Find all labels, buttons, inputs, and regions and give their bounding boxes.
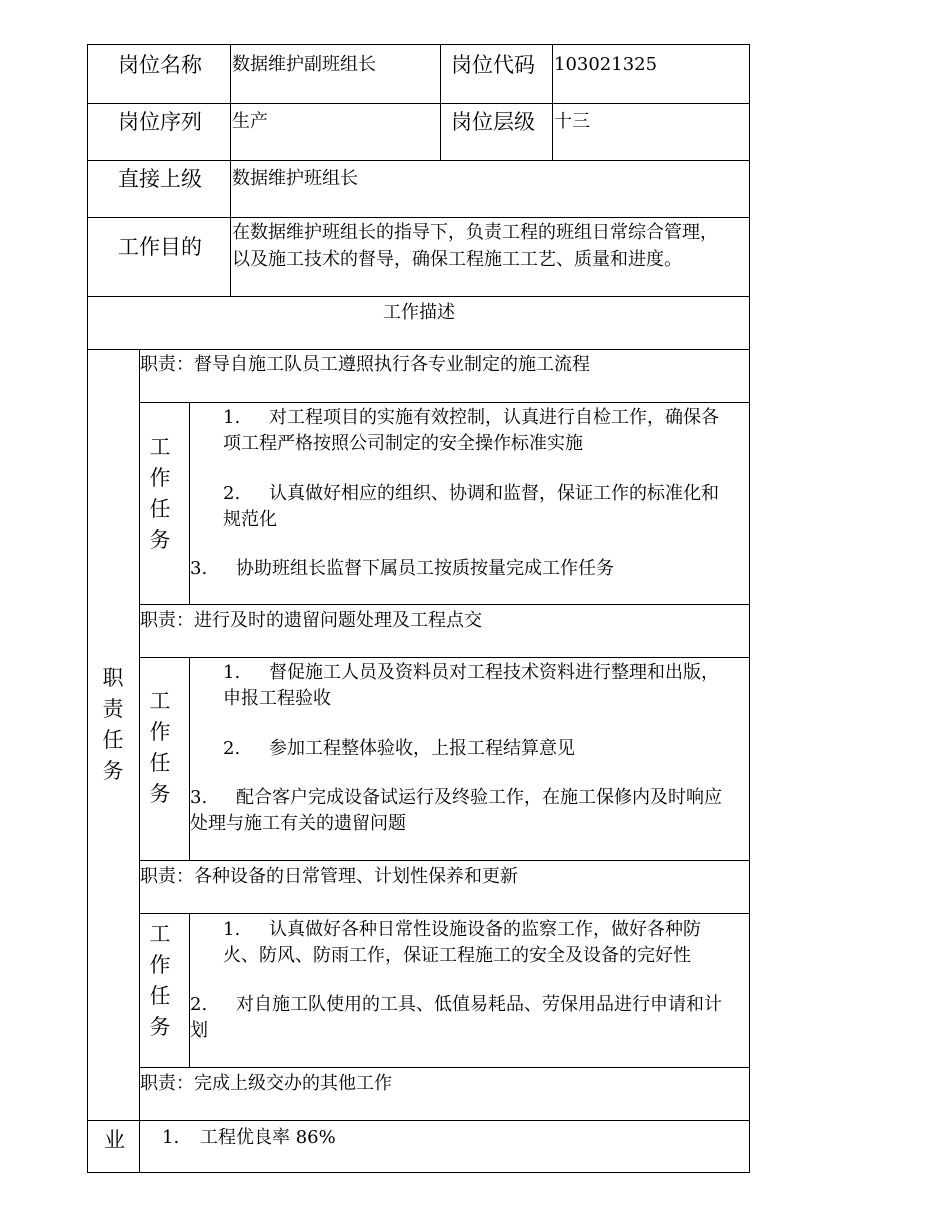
rule: [749, 44, 750, 1173]
task-label-char: 作: [149, 720, 171, 744]
work-description-title: 工作描述: [383, 302, 455, 323]
rule: [440, 44, 441, 161]
work-purpose-line: 在数据维护班组长的指导下，负责工程的班组日常综合管理，: [232, 222, 718, 243]
duty-section-char: 务: [102, 759, 124, 783]
task-text: 对自施工队使用的工具、低值易耗品、劳保用品进行申请和计: [236, 994, 722, 1015]
task-text: 认真做好相应的组织、协调和监督，保证工作的标准化和: [269, 483, 719, 504]
rule: [87, 44, 88, 1173]
rule: [87, 1172, 750, 1173]
task-label-char: 任: [149, 751, 171, 775]
work-purpose-label: 工作目的: [118, 235, 202, 259]
task-label: [148, 686, 172, 810]
rule: [87, 44, 750, 45]
rule: [139, 1067, 750, 1068]
task-text: 处理与施工有关的遗留问题: [190, 813, 406, 834]
duty-section-char: 职: [102, 666, 124, 690]
task-text: 火、防风、防雨工作，保证工程施工的安全及设备的完好性: [223, 945, 691, 966]
position-level-value: 十三: [554, 111, 590, 132]
task-label-char: 工: [149, 922, 171, 946]
task-label-char: 作: [149, 953, 171, 977]
task-number: 2.: [190, 994, 208, 1015]
task-number: 3.: [190, 787, 208, 808]
position-series-value: 生产: [232, 111, 268, 132]
rule: [87, 349, 750, 350]
rule: [552, 44, 553, 161]
rule: [189, 913, 190, 1068]
rule: [87, 296, 750, 297]
position-series-label: 岗位序列: [118, 110, 202, 134]
performance-number: 1.: [162, 1127, 180, 1148]
work-purpose-line: 以及施工技术的督导，确保工程施工工艺、质量和进度。: [232, 249, 682, 270]
rule: [139, 913, 750, 914]
task-label-char: 工: [149, 689, 171, 713]
rule: [139, 402, 750, 403]
task-label-char: 任: [149, 984, 171, 1008]
task-number: 1.: [223, 662, 241, 683]
task-number: 2.: [223, 738, 241, 759]
task-text: 规范化: [223, 509, 277, 530]
rule: [87, 1120, 750, 1121]
direct-superior-value: 数据维护班组长: [232, 168, 358, 189]
rule: [87, 217, 750, 218]
rule: [139, 349, 140, 1173]
task-number: 1.: [223, 407, 241, 428]
position-code-value: 103021325: [554, 54, 658, 75]
task-text: 协助班组长监督下属员工按质按量完成工作任务: [236, 558, 614, 579]
task-number: 3.: [190, 558, 208, 579]
duty-section-label: [101, 663, 125, 787]
duty-title: 职责：完成上级交办的其他工作: [140, 1073, 392, 1094]
task-text: 督促施工人员及资料员对工程技术资料进行整理和出版，: [269, 662, 719, 683]
position-level-label: 岗位层级: [451, 110, 535, 134]
task-text: 认真做好各种日常性设施设备的监察工作，做好各种防: [269, 919, 701, 940]
task-text: 对工程项目的实施有效控制，认真进行自检工作，确保各: [269, 407, 719, 428]
task-text: 申报工程验收: [223, 688, 331, 709]
position-name-value: 数据维护副班组长: [232, 54, 376, 75]
task-label-char: 作: [149, 466, 171, 490]
task-label-char: 务: [149, 528, 171, 552]
task-number: 2.: [223, 483, 241, 504]
direct-superior-label: 直接上级: [118, 167, 202, 191]
performance-label: 业: [104, 1128, 125, 1152]
task-label: [148, 919, 172, 1043]
position-code-label: 岗位代码: [451, 53, 535, 77]
rule: [87, 160, 750, 161]
rule: [139, 604, 750, 605]
rule: [87, 103, 750, 104]
duty-section-char: 任: [102, 728, 124, 752]
task-text: 划: [190, 1020, 208, 1041]
duty-title: 职责：进行及时的遗留问题处理及工程点交: [140, 610, 482, 631]
task-number: 1.: [223, 919, 241, 940]
task-text: 参加工程整体验收，上报工程结算意见: [269, 738, 575, 759]
task-text: 项工程严格按照公司制定的安全操作标准实施: [223, 433, 583, 454]
task-label: [148, 432, 172, 556]
task-label-char: 工: [149, 435, 171, 459]
rule: [139, 657, 750, 658]
task-label-char: 务: [149, 1015, 171, 1039]
task-label-char: 务: [149, 782, 171, 806]
rule: [139, 860, 750, 861]
duty-title: 职责：督导自施工队员工遵照执行各专业制定的施工流程: [140, 354, 590, 375]
position-name-label: 岗位名称: [118, 53, 202, 77]
duty-title: 职责：各种设备的日常管理、计划性保养和更新: [140, 866, 518, 887]
duty-section-char: 责: [102, 697, 124, 721]
performance-text: 工程优良率 86%: [200, 1127, 336, 1148]
rule: [230, 44, 231, 297]
task-text: 配合客户完成设备试运行及终验工作，在施工保修内及时响应: [236, 787, 722, 808]
task-label-char: 任: [149, 497, 171, 521]
